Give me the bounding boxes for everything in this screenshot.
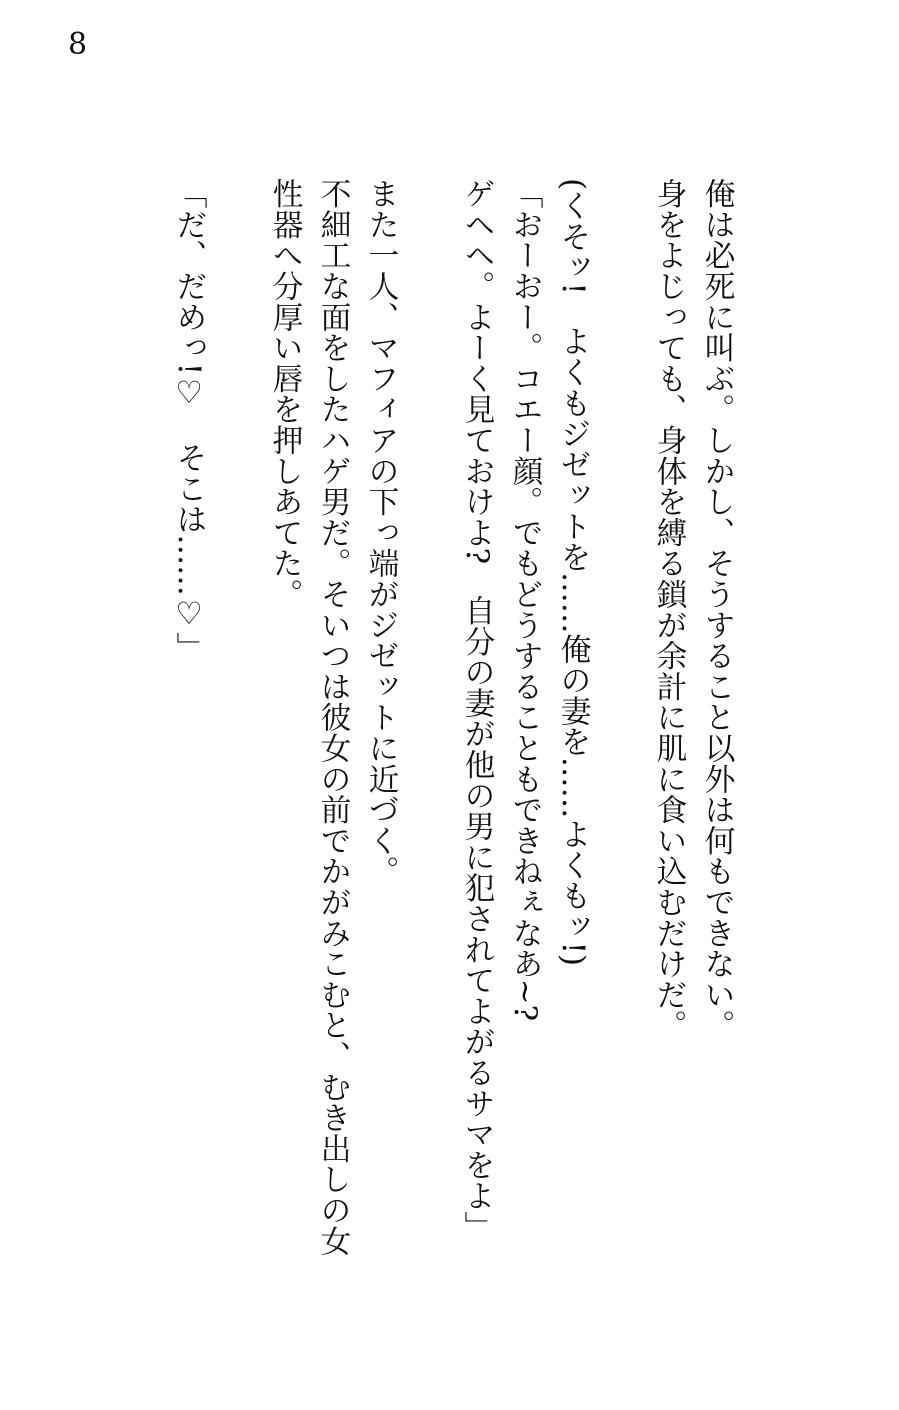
text-line-6: また一人、マフィアの下っ端がジゼットに近づく。: [363, 178, 399, 887]
text-line-5: ゲヘヘ。よーく見ておけよ? 自分の妻が他の男に犯されてよがるサマをよ」: [459, 178, 495, 1242]
text-line-7: 不細工な面をしたハゲ男だ。そいつは彼女の前でかがみこむと、むき出しの女: [315, 178, 351, 1256]
text-line-2: 身をよじっても、身体を縛る鎖が余計に肌に食い込むだけだ。: [651, 178, 687, 1041]
page-number: 8: [68, 27, 88, 62]
text-line-4: 「おーおー。コエー顔。でもどうすることもできねぇなあ~?: [507, 178, 543, 1022]
text-line-3: (くそッ! よくもジゼットを……俺の妻を……よくもッ!): [555, 178, 591, 966]
text-line-8: 性器へ分厚い唇を押しあてた。: [267, 178, 303, 610]
text-line-1: 俺は必死に叫ぶ。しかし、そうすること以外は何もできない。: [699, 178, 735, 1041]
text-line-9: 「だ、だめっ!♡ そこは……♡」: [171, 178, 207, 663]
